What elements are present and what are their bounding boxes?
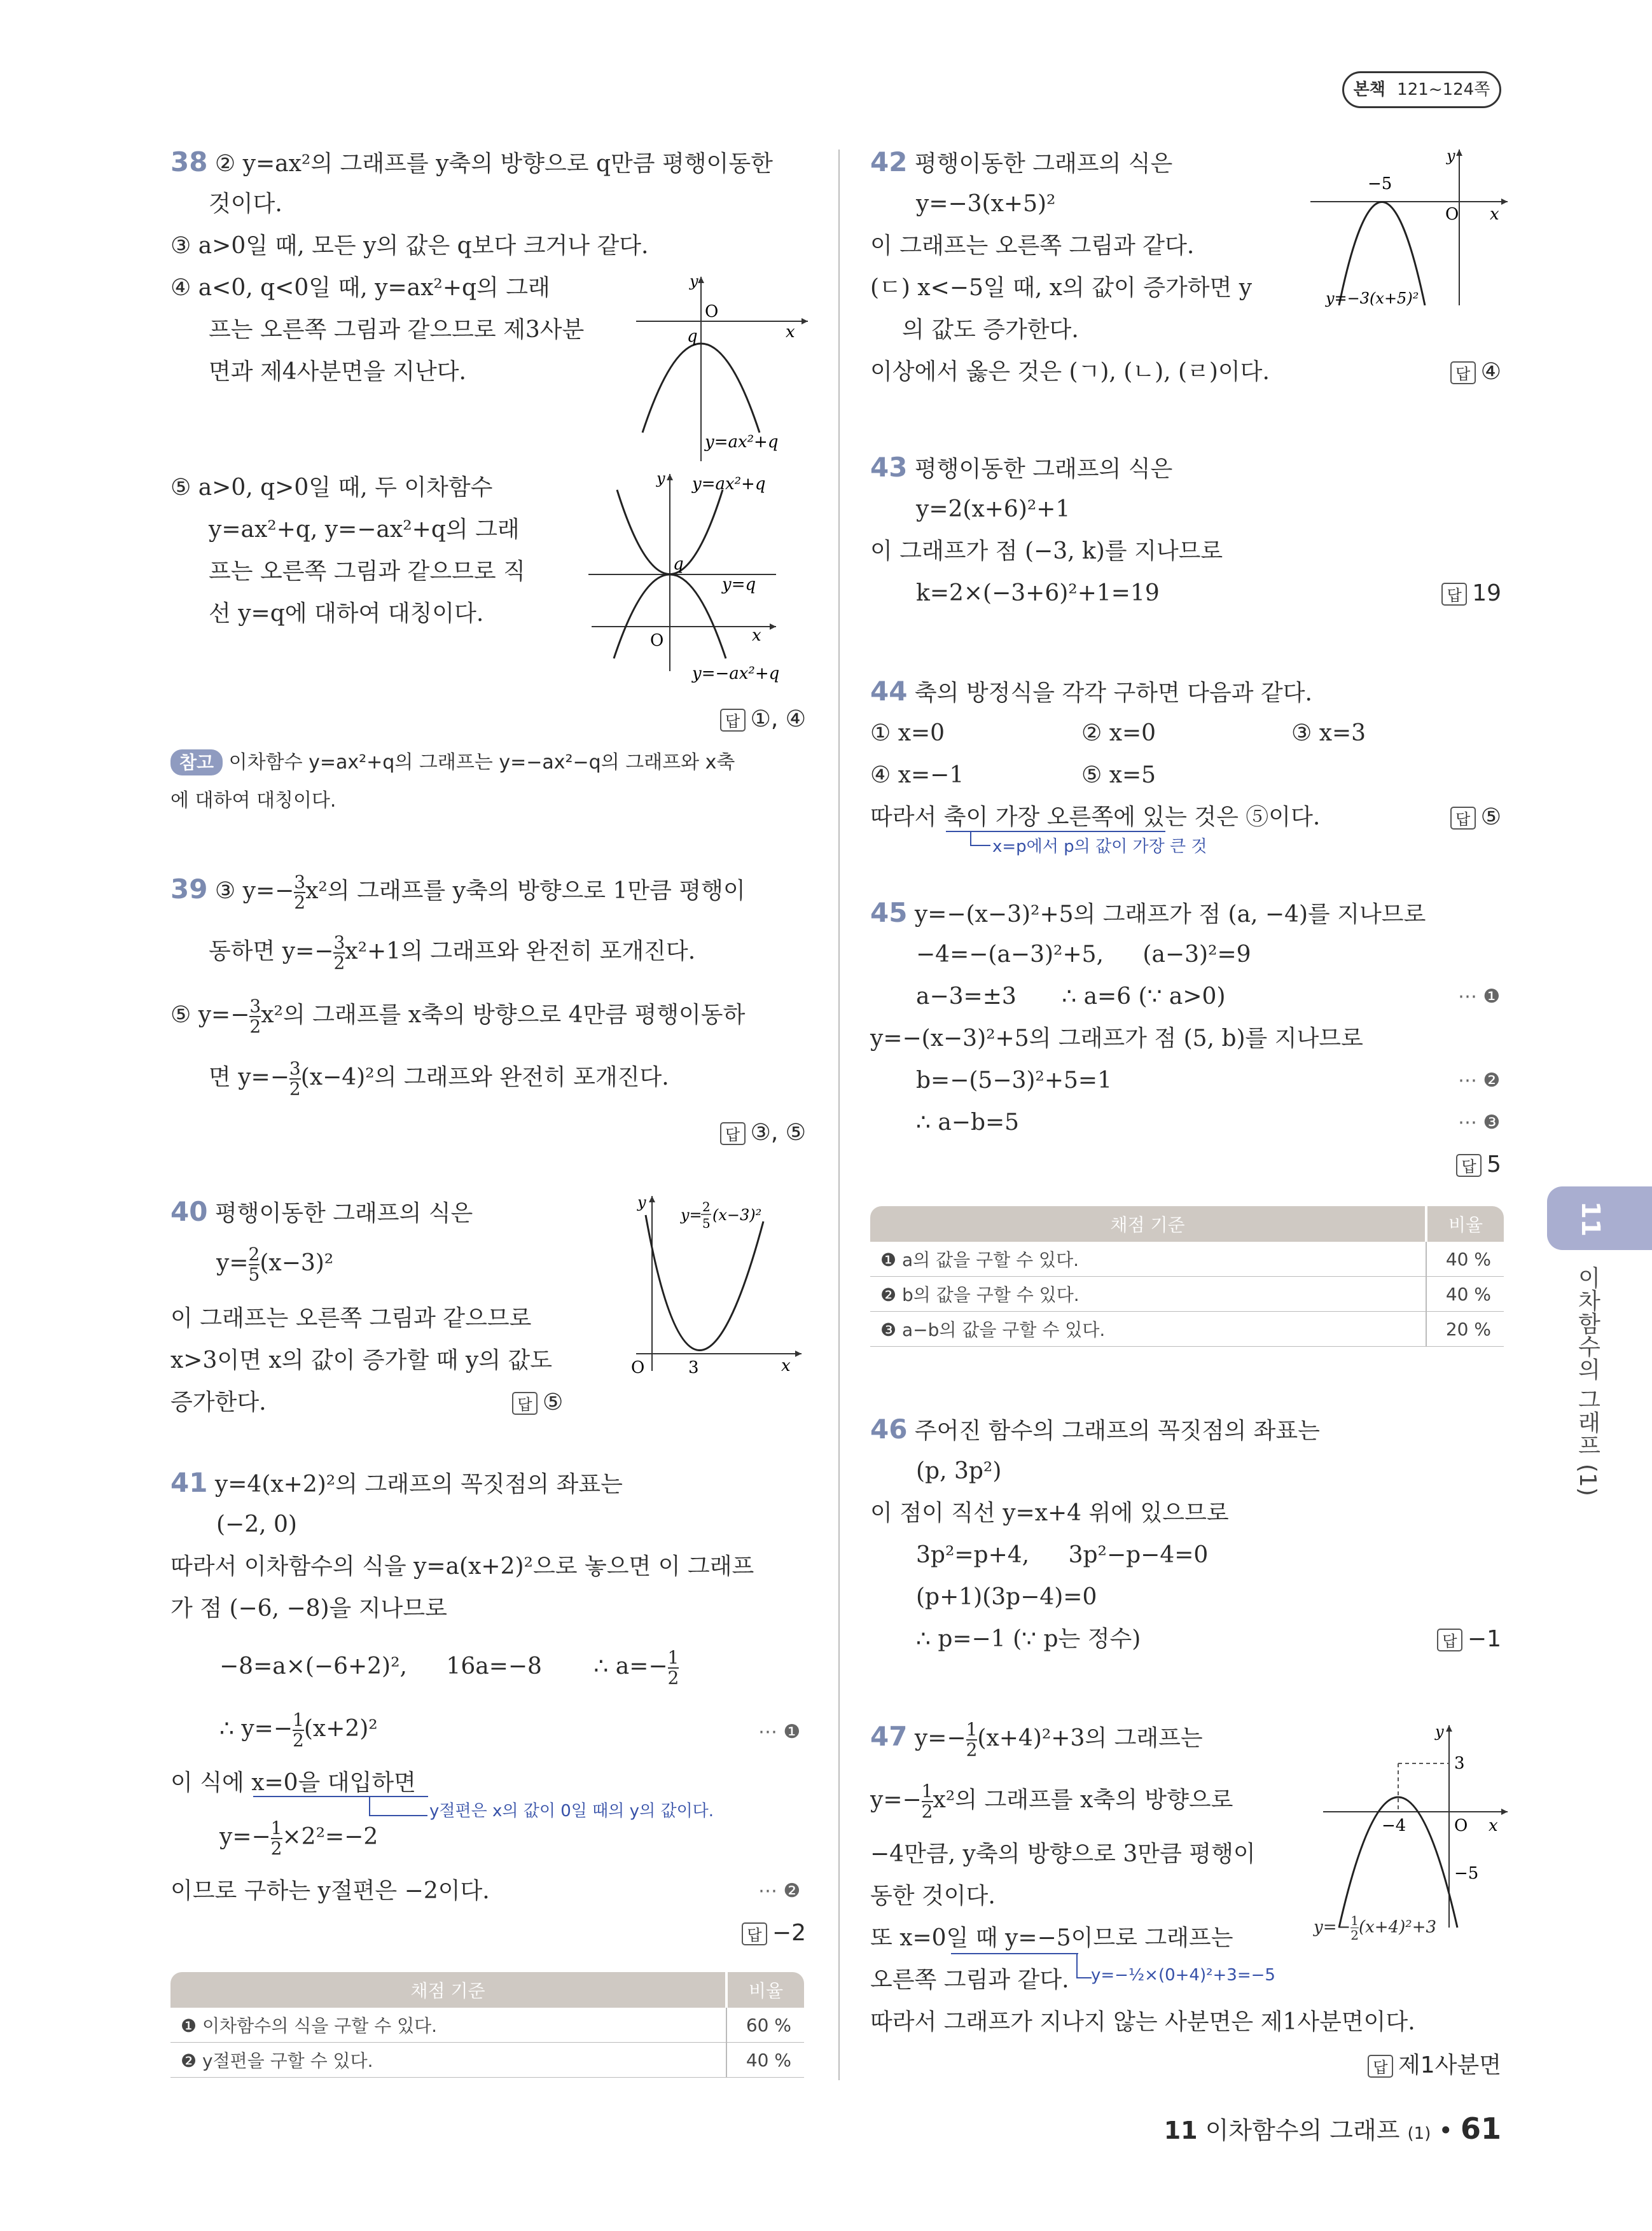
- answer-icon: 답: [1368, 2055, 1393, 2078]
- fraction: $\frac{3}{2}$: [333, 932, 345, 973]
- text-line: x>3이면 x의 값이 증가할 때 y의 값도: [170, 1347, 552, 1373]
- table-row: ❷ b의 값을 구할 수 있다. 40 %: [870, 1277, 1504, 1312]
- text-line: 이 그래프는 오른쪽 그림과 같다.: [870, 233, 1195, 259]
- text-line: 평행이동한 그래프의 식은: [914, 456, 1173, 482]
- text-line: 또 x=0일 때 y=−5이므로 그래프는: [870, 1925, 1233, 1951]
- problem-number: 47: [870, 1721, 908, 1752]
- axis-y-label: y: [1447, 147, 1455, 165]
- answer-icon: 답: [1441, 583, 1467, 606]
- annotation-note: y=−½×(0+4)²+3=−5: [1091, 1966, 1275, 1985]
- axis-x-label: x: [1490, 205, 1499, 224]
- curve-label: y=ax²+q: [705, 433, 779, 452]
- text-line: 것이다.: [209, 191, 282, 217]
- table-row: ❶ a의 값을 구할 수 있다. 40 %: [870, 1242, 1504, 1277]
- problem-number: 42: [870, 146, 908, 177]
- answer-icon: 답: [1437, 1629, 1462, 1651]
- tip-text: 이차함수 y=ax²+q의 그래프는 y=−ax²−q의 그래프와 x축: [228, 751, 735, 774]
- fraction: $\frac{1}{2}$: [293, 1709, 304, 1751]
- text-line: 가 점 (−6, −8)을 지나므로: [170, 1595, 447, 1622]
- line-label: y=q: [722, 575, 756, 594]
- text-part: 16a=−8: [446, 1653, 542, 1679]
- curve-label-bottom: y=−ax²+q: [692, 664, 780, 683]
- note-underline: [951, 1953, 1078, 1954]
- choice: ③ x=3: [1291, 720, 1366, 746]
- text-line: ∴ a−b=5: [916, 1109, 1020, 1136]
- text-line: 따라서 이차함수의 식을 y=a(x+2)²으로 놓으면 이 그래프: [170, 1553, 754, 1580]
- tick-minus5: −5: [1454, 1864, 1479, 1883]
- answer-value: 제1사분면: [1398, 2052, 1501, 2078]
- curve-label-top: y=ax²+q: [692, 475, 766, 494]
- text-line: y=−3(x+5)²: [916, 191, 1056, 217]
- step-marker: ⋯ ❸: [1458, 1111, 1501, 1134]
- text-line: 이상에서 옳은 것은 (ㄱ), (ㄴ), (ㄹ)이다.: [870, 359, 1270, 385]
- text-line: (−2, 0): [216, 1512, 297, 1538]
- answer-value: −1: [1467, 1626, 1501, 1652]
- page-footer: [1164, 2111, 1501, 2146]
- text-part: −8=a×(−6+2)²,: [219, 1653, 407, 1679]
- text-part: (x−3)²: [260, 1250, 334, 1276]
- axis-x-label: x: [781, 1356, 791, 1375]
- answer-value: 5: [1487, 1151, 1501, 1178]
- problem-number: 45: [870, 897, 908, 928]
- step-marker: ⋯ ❷: [1458, 1069, 1501, 1092]
- text-line: 이 그래프가 점 (−3, k)를 지나므로: [870, 538, 1223, 564]
- text-part: −4=−(a−3)²+5,: [916, 942, 1104, 968]
- axis-y-label: y: [690, 272, 698, 290]
- answer-value: ④: [1480, 359, 1501, 385]
- fraction: $\frac{1}{2}$: [667, 1647, 679, 1688]
- text-line: y=4(x+2)²의 그래프의 꼭짓점의 좌표는: [214, 1471, 623, 1498]
- text-line: ⑤ a>0, q>0일 때, 두 이차함수: [170, 475, 493, 501]
- fraction: $\frac{3}{2}$: [249, 996, 261, 1037]
- answer-value: ⑤: [1480, 804, 1501, 830]
- graph-47: [1310, 1718, 1514, 1947]
- grading-header: 채점 기준: [870, 1206, 1426, 1242]
- text-line: k=2×(−3+6)²+1=19: [916, 580, 1160, 606]
- grading-table-41: [170, 1972, 804, 2078]
- graph-38-5: [585, 468, 808, 690]
- choice: ① x=0: [870, 720, 945, 746]
- text-line: 오른쪽 그림과 같다.: [870, 1967, 1069, 1993]
- fraction: $\frac{1}{2}$: [270, 1817, 282, 1859]
- table-row: ❸ a−b의 값을 구할 수 있다. 20 %: [870, 1312, 1504, 1347]
- header-book: 본책: [1353, 80, 1385, 99]
- origin-label: O: [705, 302, 719, 321]
- column-divider: [838, 149, 840, 2080]
- annotation-note: x=p에서 p의 값이 가장 큰 것: [992, 837, 1207, 856]
- axis-x-label: x: [752, 626, 761, 645]
- text-part: ⑤ y=−: [170, 1002, 250, 1028]
- fraction: $\frac{1}{2}$: [921, 1781, 933, 1822]
- text-line: ③ a>0일 때, 모든 y의 값은 q보다 크거나 같다.: [170, 233, 649, 259]
- side-tab-title: 이차함수의 그래프 (1): [1574, 1266, 1600, 1496]
- text-line: 이 점이 직선 y=x+4 위에 있으므로: [870, 1500, 1229, 1526]
- text-line: ∴ p=−1 (∵ p는 정수): [916, 1626, 1141, 1652]
- choice: ⑤ x=5: [1081, 762, 1156, 788]
- text-line: 축의 방정식을 각각 구하면 다음과 같다.: [914, 680, 1312, 706]
- origin-label: O: [1445, 205, 1459, 224]
- page-range-header: [1342, 71, 1501, 108]
- text-line: 이므로 구하는 y절편은 −2이다.: [170, 1878, 490, 1904]
- tick-minus4: −4: [1382, 1816, 1406, 1835]
- answer-icon: 답: [1450, 361, 1476, 384]
- axis-y-label: y: [656, 469, 665, 487]
- text-line: y=2(x+6)²+1: [916, 496, 1071, 522]
- tip-badge: 참고: [170, 749, 223, 775]
- text-part: y=−: [219, 1824, 271, 1850]
- origin-label: O: [1454, 1816, 1468, 1835]
- answer-value: ③, ⑤: [750, 1120, 806, 1146]
- curve-label-den: 5: [702, 1216, 711, 1231]
- graph-42: [1304, 143, 1514, 321]
- text-line: y=−(x−3)²+5의 그래프가 점 (5, b)를 지나므로: [870, 1025, 1363, 1052]
- curve-label: y=−3(x+5)²: [1326, 289, 1419, 307]
- text-line: 평행이동한 그래프의 식은: [214, 1200, 473, 1227]
- text-line: b=−(5−3)²+5=1: [916, 1067, 1113, 1094]
- graph-38-4: [630, 267, 821, 471]
- text-line: 평행이동한 그래프의 식은: [914, 151, 1173, 177]
- curve-label-a: y=: [681, 1206, 702, 1224]
- grading-ratio-header: 비율: [1426, 1206, 1504, 1242]
- graph-40: [617, 1190, 814, 1387]
- footer-page-number: 61: [1460, 2111, 1501, 2146]
- text-line: 프는 오른쪽 그림과 같으므로 직: [209, 559, 525, 585]
- text-part: (x−4)²의 그래프와 완전히 포개진다.: [300, 1064, 669, 1090]
- text-part: y=−: [914, 1725, 966, 1751]
- text-part: 면 y=−: [209, 1064, 289, 1090]
- fraction: $\frac{3}{2}$: [289, 1058, 301, 1099]
- axis-x-label: x: [786, 323, 795, 342]
- text-line: 선 y=q에 대하여 대칭이다.: [209, 601, 484, 627]
- text-line: 이 식에 x=0을 대입하면: [170, 1770, 416, 1796]
- footer-chapter: 11: [1163, 2116, 1198, 2144]
- text-line: (p+1)(3p−4)=0: [916, 1584, 1097, 1610]
- origin-label: O: [650, 631, 664, 650]
- step-marker: ⋯ ❶: [1458, 985, 1501, 1008]
- tick-minus5: −5: [1368, 174, 1392, 193]
- text-line: 이 그래프는 오른쪽 그림과 같으므로: [170, 1305, 532, 1331]
- step-marker: ⋯ ❶: [758, 1721, 801, 1743]
- text-part: a−3=±3: [916, 983, 1017, 1010]
- annotation-note: y절편은 x의 값이 0일 때의 y의 값이다.: [429, 1802, 714, 1821]
- text-part: ∴ a=6 (∵ a>0): [1062, 983, 1226, 1010]
- table-row: ❶ 이차함수의 식을 구할 수 있다. 60 %: [170, 2008, 804, 2043]
- answer-value: 19: [1472, 580, 1501, 606]
- table-row: ❷ y절편을 구할 수 있다. 40 %: [170, 2043, 804, 2078]
- tip-text: 에 대하여 대칭이다.: [170, 789, 337, 812]
- text-part: ∴ a=−: [593, 1653, 668, 1679]
- answer-icon: 답: [512, 1392, 538, 1415]
- text-line: 따라서 그래프가 지나지 않는 사분면은 제1사분면이다.: [870, 2009, 1415, 2035]
- text-part: y=−: [870, 1787, 922, 1813]
- curve-label-num: 2: [702, 1199, 711, 1214]
- problem-number: 40: [170, 1196, 208, 1227]
- text-part: x²+1의 그래프와 완전히 포개진다.: [345, 938, 696, 964]
- fraction: $\frac{2}{5}$: [248, 1244, 260, 1285]
- text-part: (a−3)²=9: [1142, 942, 1251, 968]
- note-connector: [1076, 1953, 1092, 1978]
- text-part: y=: [216, 1250, 249, 1276]
- footer-title: 이차함수의 그래프: [1205, 2116, 1400, 2144]
- text-line: (ㄷ) x<−5일 때, x의 값이 증가하면 y: [870, 275, 1253, 301]
- fraction: $\frac{3}{2}$: [294, 872, 306, 913]
- graph-47-label: y=− $\frac{1}{2}$ (x+4)²+3: [1314, 1913, 1437, 1943]
- text-part: 3p²=p+4,: [916, 1542, 1030, 1568]
- grading-ratio-header: 비율: [726, 1972, 804, 2008]
- text-part: ∴ y=−: [219, 1716, 293, 1742]
- q-label: q: [673, 555, 684, 574]
- text-line: 동한 것이다.: [870, 1883, 996, 1909]
- chapter-side-tab: [1547, 1186, 1652, 1250]
- text-part: x²의 그래프를 x축의 방향으로: [933, 1787, 1233, 1813]
- problem-number: 41: [170, 1467, 208, 1498]
- answer-value: ①, ④: [750, 706, 806, 732]
- fraction: $\frac{1}{2}$: [966, 1719, 978, 1760]
- q-label: q: [687, 327, 698, 346]
- text-line: (p, 3p²): [916, 1458, 1002, 1484]
- footer-sub: (1): [1407, 2124, 1431, 2143]
- axis-y-label: y: [637, 1193, 646, 1211]
- text-line: ④ a<0, q<0일 때, y=ax²+q의 그래: [170, 275, 550, 301]
- tick-3: 3: [1454, 1754, 1465, 1773]
- answer-icon: 답: [1456, 1154, 1482, 1177]
- answer-value: ⑤: [543, 1389, 564, 1415]
- text-part: 3p²−p−4=0: [1068, 1542, 1209, 1568]
- footer-dot: •: [1438, 2116, 1453, 2144]
- axis-y-label: y: [1435, 1723, 1444, 1741]
- side-tab-number: 11: [1575, 1201, 1605, 1237]
- answer-icon: 답: [1450, 807, 1476, 830]
- text-line: 주어진 함수의 그래프의 꼭짓점의 좌표는: [914, 1418, 1320, 1444]
- text-part: x²의 그래프를 y축의 방향으로 1만큼 평행이: [305, 878, 746, 904]
- answer-icon: 답: [720, 709, 746, 732]
- choice: ② x=0: [1081, 720, 1156, 746]
- text-part: ×2²=−2: [282, 1824, 378, 1850]
- tick-3: 3: [688, 1358, 699, 1377]
- text-part: (x+4)²+3의 그래프는: [977, 1725, 1203, 1751]
- answer-value: −2: [772, 1920, 806, 1946]
- text-line: 증가한다.: [170, 1389, 267, 1415]
- text-line: 면과 제4사분면을 지난다.: [209, 359, 466, 385]
- text-line: y=ax²+q, y=−ax²+q의 그래: [209, 517, 520, 543]
- problem-number: 43: [870, 452, 908, 483]
- text-line: 따라서 축이 가장 오른쪽에 있는 것은 ⑤이다.: [870, 804, 1321, 830]
- text-line: 의 값도 증가한다.: [902, 317, 1079, 343]
- header-pages: 121~124쪽: [1397, 80, 1490, 99]
- choice: ④ x=−1: [870, 762, 964, 788]
- text-part: x²의 그래프를 x축의 방향으로 4만큼 평행이동하: [261, 1002, 746, 1028]
- problem-number: 39: [170, 873, 208, 905]
- grading-table-45: [870, 1206, 1504, 1347]
- text-line: y=−(x−3)²+5의 그래프가 점 (a, −4)를 지나므로: [914, 901, 1426, 928]
- step-marker: ⋯ ❷: [758, 1880, 801, 1902]
- note-connector: [970, 831, 990, 846]
- text-part: 동하면 y=−: [209, 938, 334, 964]
- text-line: −4만큼, y축의 방향으로 3만큼 평행이: [870, 1841, 1256, 1867]
- problem-number: 46: [870, 1414, 908, 1445]
- origin-label: O: [631, 1358, 645, 1377]
- answer-icon: 답: [742, 1922, 767, 1945]
- grading-header: 채점 기준: [170, 1972, 726, 2008]
- text-line: ② y=ax²의 그래프를 y축의 방향으로 q만큼 평행이동한: [214, 151, 773, 177]
- problem-number: 38: [170, 146, 208, 177]
- text-line: 프는 오른쪽 그림과 같으므로 제3사분: [209, 317, 585, 343]
- text-part: (x+2)²: [303, 1716, 378, 1742]
- answer-icon: 답: [720, 1122, 746, 1145]
- curve-label-b: (x−3)²: [712, 1206, 762, 1224]
- text-part: ③ y=−: [214, 878, 295, 904]
- note-connector: [369, 1796, 427, 1816]
- problem-number: 44: [870, 676, 908, 707]
- axis-x-label: x: [1489, 1816, 1498, 1835]
